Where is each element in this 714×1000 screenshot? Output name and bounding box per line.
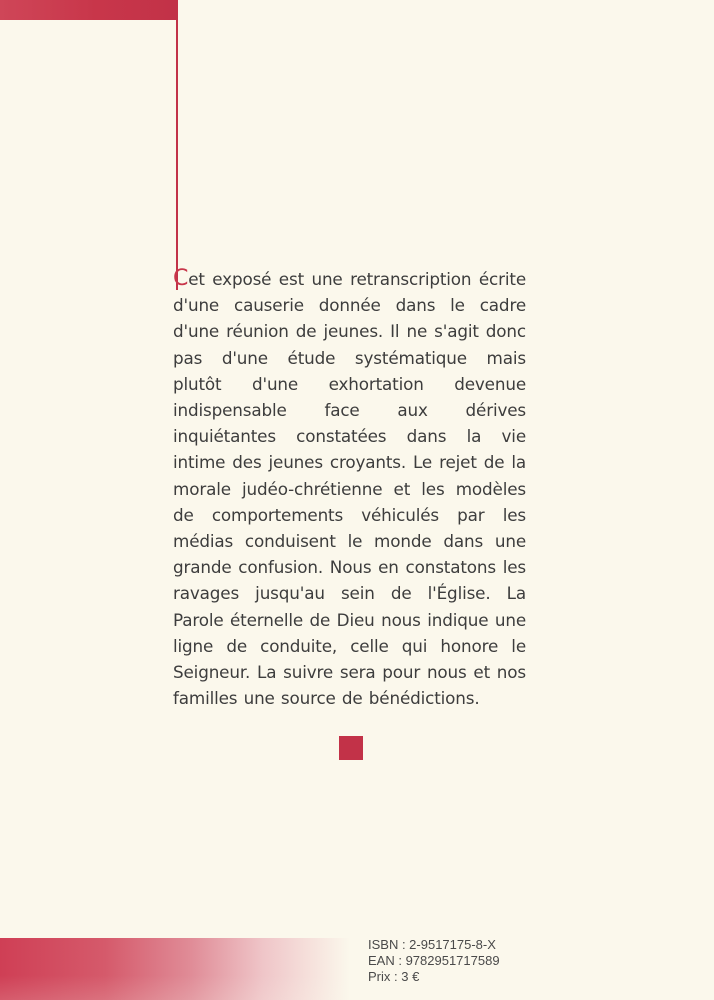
vertical-accent-line xyxy=(176,0,178,290)
body-paragraph: et exposé est une retranscription écrite d'une causerie donnée dans le cadre d'une réunion de jeunes. Il ne s'agit donc pas d'une étude systématique mais plutôt d'une exhortation devenue indispensable face aux dérives inquiétantes constatées dans la vie intime des jeunes croyants. Le rejet de la morale judéo-chrétienne et les modèles de comportements véhiculés par les médias conduisent le monde dans une grande confusion. Nous en constatons les ravages jusqu'au sein de l'Église. La Parole éternelle de Dieu nous indique une ligne de conduite, celle qui honore le Seigneur. La suivre sera pour nous et nos familles une source de bénédictions. xyxy=(173,269,526,709)
drop-cap: C xyxy=(173,266,189,291)
ean-line: EAN : 9782951717589 xyxy=(368,953,500,968)
publication-info xyxy=(368,937,500,985)
isbn-line: ISBN : 2-9517175-8-X xyxy=(368,937,496,952)
back-cover-text xyxy=(173,266,526,711)
price-line: Prix : 3 € xyxy=(368,969,420,984)
bottom-accent-bar xyxy=(0,938,350,1000)
red-square-ornament xyxy=(339,736,363,760)
top-accent-bar xyxy=(0,0,176,20)
